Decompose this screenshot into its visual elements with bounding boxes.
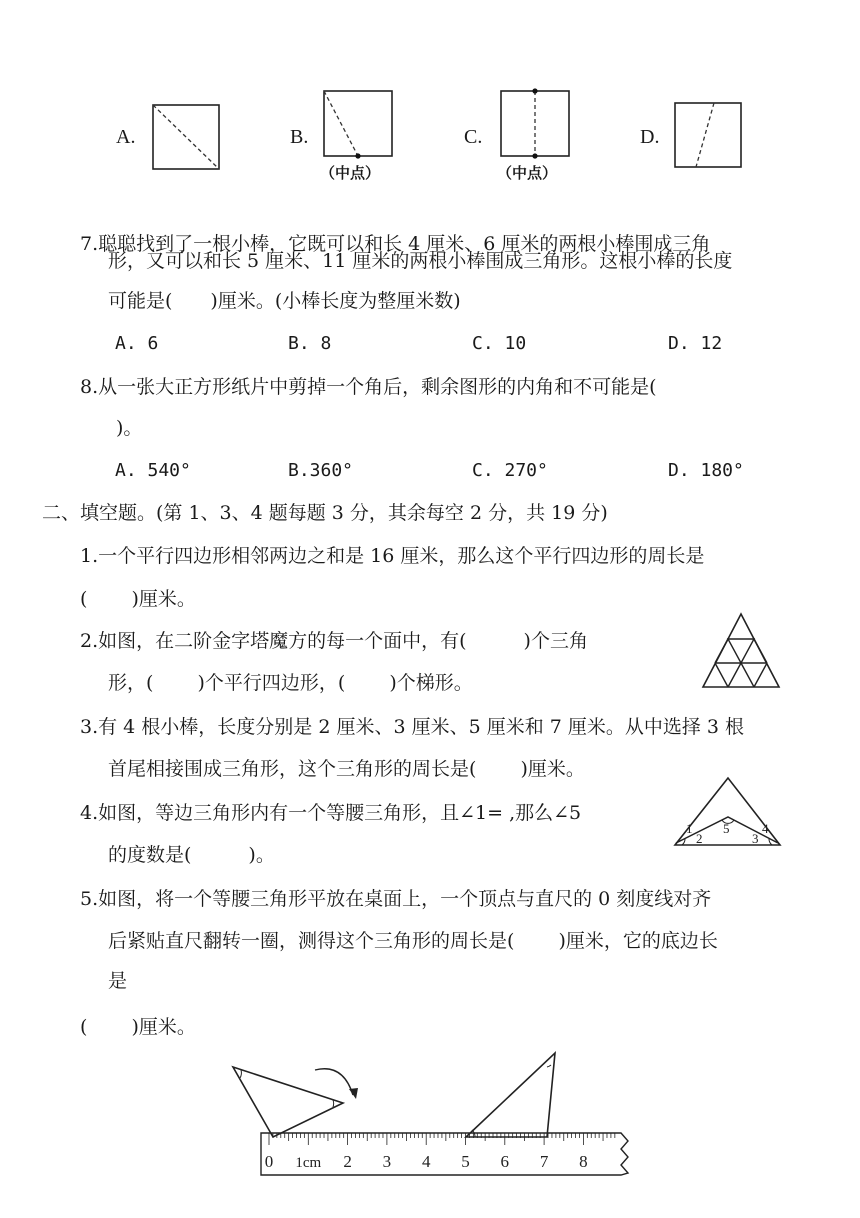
s2-q3-line-1: 3.有 4 根小棒，长度分别是 2 厘米、3 厘米、5 厘米和 7 厘米。从中选择 3 根 (80, 716, 745, 738)
q8-option-a: A. 540° (115, 460, 191, 481)
ruler-label: 2 (343, 1152, 352, 1171)
angle-label-4: 4 (762, 821, 769, 836)
q7-option-d: D. 12 (668, 333, 723, 354)
s2-q4-line-1: 4.如图，等边三角形内有一个等腰三角形，且∠1= ,那么∠5 (80, 802, 582, 824)
angle-label-3: 3 (752, 831, 759, 846)
q8-option-c: C. 270° (472, 460, 548, 481)
angle-label-5: 5 (723, 821, 730, 836)
s2-q5-line-1: 5.如图，将一个等腰三角形平放在桌面上，一个顶点与直尺的 0 刻度线对齐 (80, 888, 712, 910)
ruler-label: 5 (461, 1152, 470, 1171)
ruler-label: 8 (579, 1152, 588, 1171)
option-letter-c: C. (464, 126, 483, 148)
q7-line-2: 形，又可以和长 5 厘米、11 厘米的两根小棒围成三角形。这根小棒的长度 (108, 250, 733, 272)
option-letter-b: B. (290, 126, 309, 148)
ruler-label: 0 (264, 1152, 274, 1171)
s2-q3-line-2: 首尾相接围成三角形，这个三角形的周长是( )厘米。 (108, 758, 585, 780)
equilateral-triangle-angle-figure (672, 775, 784, 849)
q7-line-1: 7.聪聪找到了一根小棒，它既可以和长 4 厘米、6 厘米的两根小棒围成三角 (80, 233, 711, 255)
q7-option-a: A. 6 (115, 333, 159, 354)
q7-line-3: 可能是( )厘米。(小棒长度为整厘米数) (108, 290, 461, 312)
q7-option-c: C. 10 (472, 333, 527, 354)
section-2-heading: 二、填空题。(第 1、3、4 题每题 3 分，其余每空 2 分，共 19 分) (42, 502, 608, 524)
s2-q1-line-1: 1.一个平行四边形相邻两边之和是 16 厘米，那么这个平行四边形的周长是 (80, 545, 705, 567)
s2-q5-line-2: 后紧贴直尺翻转一圈，测得这个三角形的周长是( )厘米，它的底边长 (108, 930, 718, 952)
ruler-label: 1cm (295, 1155, 322, 1171)
ruler-label: 3 (382, 1152, 392, 1171)
angle-label-2: 2 (696, 831, 703, 846)
q8-option-d: D. 180° (668, 460, 744, 481)
q8-line-2: )。 (116, 417, 143, 439)
ruler-label: 6 (500, 1152, 510, 1171)
square-midpoint-fold-figure-c (497, 88, 573, 160)
option-letter-a: A. (116, 126, 136, 148)
s2-q5-line-3: 是 (108, 970, 128, 992)
q8-line-1: 8.从一张大正方形纸片中剪掉一个角后，剩余图形的内角和不可能是( (80, 376, 657, 398)
midpoint-note-b: （中点） (320, 164, 381, 182)
s2-q2-line-2: 形，( )个平行四边形，( )个梯形。 (108, 672, 473, 694)
angle-label-1: 1 (686, 821, 693, 836)
square-diagonal-fold-figure (150, 102, 222, 172)
s2-q2-line-1: 2.如图，在二阶金字塔魔方的每一个面中，有( )个三角 (80, 630, 588, 652)
square-oblique-fold-figure (672, 100, 744, 170)
ruler-label: 4 (421, 1152, 431, 1171)
ruler-triangle-figure (225, 1045, 635, 1180)
option-letter-d: D. (640, 126, 660, 148)
q7-option-b: B. 8 (288, 333, 332, 354)
s2-q5-line-4: ( )厘米。 (80, 1016, 196, 1038)
square-midpoint-fold-figure-b (320, 88, 396, 160)
pyramid-face-figure (700, 611, 782, 691)
s2-q4-line-2: 的度数是( )。 (108, 844, 275, 866)
q8-option-b: B.360° (288, 460, 354, 481)
ruler-label: 7 (539, 1152, 549, 1171)
midpoint-note-c: （中点） (497, 164, 558, 182)
s2-q1-line-2: ( )厘米。 (80, 588, 196, 610)
